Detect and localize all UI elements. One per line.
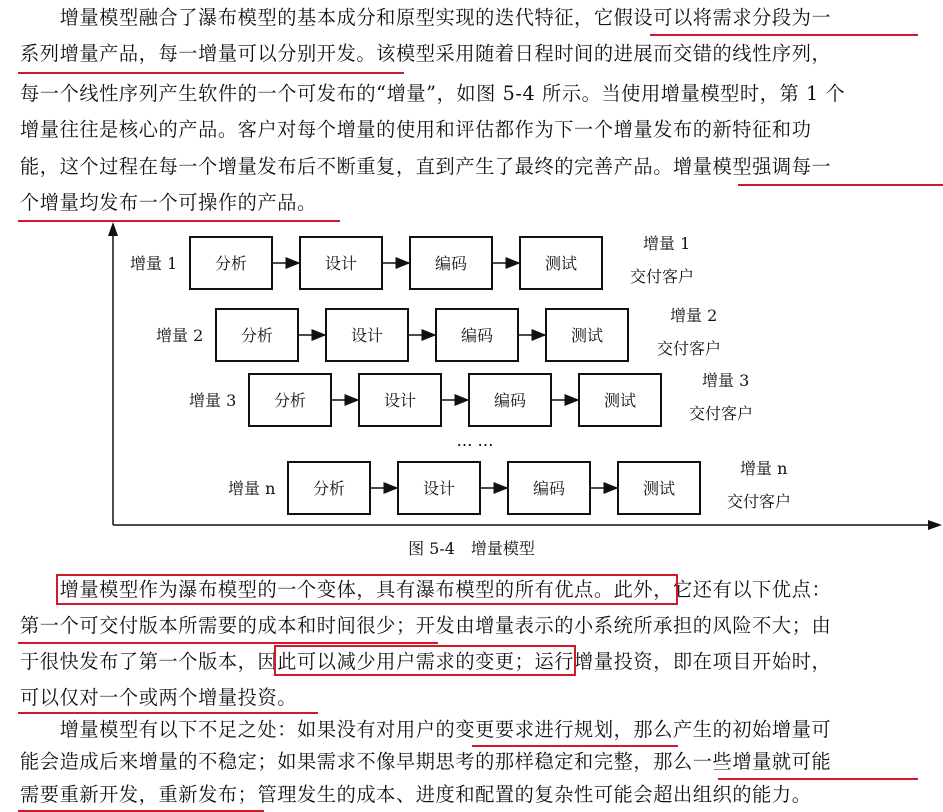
stage-label: 测试	[544, 254, 578, 273]
increment-label: 增量 3	[189, 391, 237, 410]
delivery-customer-label: 交付客户	[630, 267, 695, 286]
ellipsis: … …	[456, 431, 494, 450]
stage-label: 设计	[383, 391, 417, 410]
stage-label: 编码	[434, 254, 468, 273]
stage-label: 编码	[532, 479, 566, 498]
stage-label: 设计	[422, 479, 456, 498]
p2-line-3: 于很快发布了第一个版本，因此可以减少用户需求的变更；运行增量投资，即在项目开始时，	[20, 650, 832, 673]
stage-label: 编码	[493, 391, 527, 410]
annotation-underline	[472, 745, 678, 747]
p3-line-1: 增量模型有以下不足之处：如果没有对用户的变更要求进行规划，那么产生的初始增量可	[59, 718, 832, 741]
p2-line-2: 第一个可交付版本所需要的成本和时间很少；开发由增量表示的小系统所承担的风险不大；由	[20, 614, 832, 637]
delivery-increment-label: 增量 2	[670, 306, 718, 325]
delivery-customer-label: 交付客户	[689, 404, 754, 423]
p2-line-1: 增量模型作为瀑布模型的一个变体，具有瀑布模型的所有优点。此外，它还有以下优点：	[59, 578, 832, 601]
delivery-increment-label: 增量 1	[643, 234, 691, 253]
p3-line-2: 能会造成后来增量的不稳定；如果需求不像早期思考的那样稳定和完整，那么一些增量就可能	[20, 750, 832, 773]
figure-caption: 图 5-4 增量模型	[408, 539, 535, 558]
p1-line-4: 增量往往是核心的产品。客户对每个增量的使用和评估都作为下一个增量发布的新特征和功	[20, 118, 812, 141]
p1-line-6: 个增量均发布一个可操作的产品。	[20, 191, 317, 214]
stage-label: 设计	[324, 254, 358, 273]
p1-line-2: 系列增量产品，每一增量可以分别开发。该模型采用随着日程时间的进展而交错的线性序列，	[20, 42, 832, 65]
delivery-customer-label: 交付客户	[657, 339, 722, 358]
p3-line-3: 需要重新开发，重新发布；管理发生的成本、进度和配置的复杂性可能会超出组织的能力。	[20, 783, 812, 806]
stage-label: 设计	[350, 326, 384, 345]
increment-label: 增量 2	[156, 326, 204, 345]
delivery-increment-label: 增量 n	[740, 459, 788, 478]
delivery-customer-label: 交付客户	[727, 492, 792, 511]
annotation-underline	[18, 642, 438, 644]
stage-label: 分析	[312, 479, 346, 498]
stage-label: 分析	[240, 326, 274, 345]
annotation-underline	[718, 778, 918, 780]
p2-line-4: 可以仅对一个或两个增量投资。	[20, 686, 298, 709]
p1-line-1: 增量模型融合了瀑布模型的基本成分和原型实现的迭代特征，它假设可以将需求分段为一	[59, 6, 832, 29]
stage-label: 测试	[603, 391, 637, 410]
increment-label: 增量 n	[228, 479, 276, 498]
p1-line-5: 能，这个过程在每一个增量发布后不断重复，直到产生了最终的完善产品。增量模型强调每一	[20, 155, 832, 178]
annotation-box	[274, 645, 576, 676]
stage-label: 分析	[273, 391, 307, 410]
stage-label: 分析	[214, 254, 248, 273]
annotation-box	[56, 574, 678, 605]
stage-label: 测试	[642, 479, 676, 498]
stage-label: 编码	[460, 326, 494, 345]
increment-label: 增量 1	[130, 254, 178, 273]
annotation-underline	[18, 712, 318, 714]
stage-label: 测试	[570, 326, 604, 345]
y-axis-arrowhead	[108, 222, 118, 236]
p1-line-3: 每一个线性序列产生软件的一个可发布的“增量”，如图 5-4 所示。当使用增量模型时，第 1 个	[20, 82, 846, 105]
delivery-increment-label: 增量 3	[702, 371, 750, 390]
x-axis-arrowhead	[928, 520, 942, 530]
